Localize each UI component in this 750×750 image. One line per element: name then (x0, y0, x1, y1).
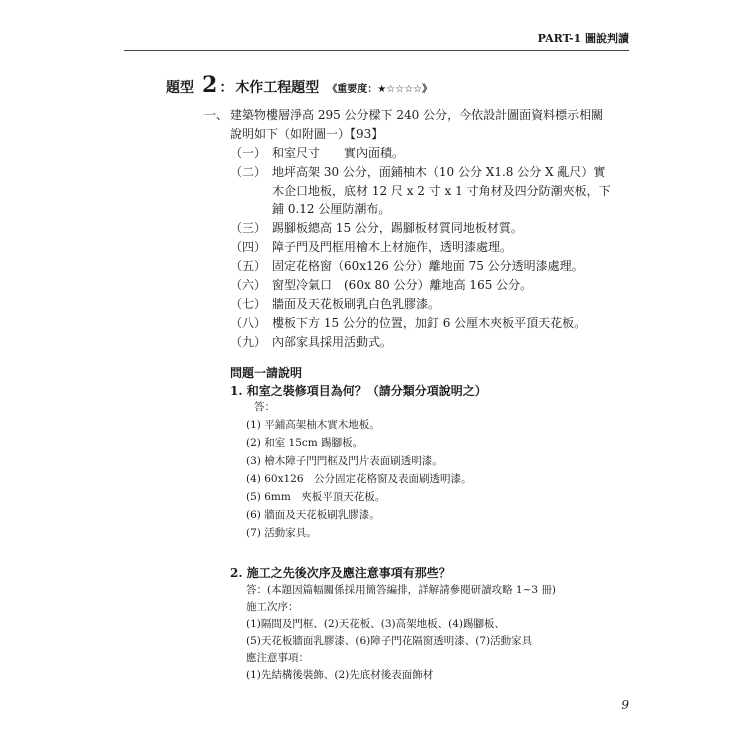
item-4-marker: （四） (230, 240, 267, 254)
title-number: 2 (202, 72, 218, 98)
item-9-text: 內部家具採用活動式。 (272, 335, 393, 349)
answer-1-item: (2) 和室 15cm 踢腳板。 (246, 437, 364, 449)
answer-2-line: 答：(本題因篇幅關係採用簡答編排，詳解請參閱研讀攻略 1~3 冊) (246, 584, 557, 596)
item-8-marker: （八） (230, 316, 267, 330)
running-header: PART-1 圖說判讀 (537, 32, 629, 45)
answer-2-line: (1)隔間及門框、(2)天花板、(3)高架地板、(4)踢腳板、 (246, 618, 505, 630)
item-3-text: 踢腳板總高 15 公分，踢腳板材質同地板材質。 (272, 221, 523, 235)
item-4-text: 障子門及門框用檜木上材施作，透明漆處理。 (272, 240, 513, 254)
section-title (166, 72, 432, 98)
header-rule (124, 50, 629, 51)
question-marker: 一、 (204, 108, 229, 122)
item-5-marker: （五） (230, 259, 267, 273)
item-3-marker: （三） (230, 221, 267, 235)
sub-question-2: 2. 施工之先後次序及應注意事項有那些？ (230, 566, 451, 580)
page-number: 9 (621, 698, 629, 712)
answer-1-item: (5) 6mm 夾板平頂天花板。 (246, 491, 386, 503)
item-6-text: 窗型冷氣口 (60x 80 公分）離地高 165 公分。 (272, 278, 533, 292)
title-colon: ： (219, 80, 234, 96)
title-name: 木作工程題型 (235, 80, 320, 96)
question-line-1: 建築物樓層淨高 295 公分樑下 240 公分，今依設計圖面資料標示相關 (230, 108, 604, 122)
importance-rating: 《重要度：★☆☆☆☆》 (327, 84, 433, 95)
item-9-marker: （九） (230, 335, 267, 349)
answer-1-item: (4) 60x126 公分固定花格窗及表面刷透明漆。 (246, 473, 472, 485)
answer-1-label: 答： (254, 401, 275, 413)
item-2-marker: （二） (230, 165, 267, 179)
item-5-text: 固定花格窗（60x126 公分）離地面 75 公分透明漆處理。 (272, 259, 584, 273)
answer-2-line: 應注意事項： (246, 652, 309, 664)
item-1-marker: （一） (230, 146, 267, 160)
answer-1-item: (1) 平鋪高架柚木實木地板。 (246, 419, 380, 431)
sub-question-1: 1. 和室之裝修項目為何？（請分類分項說明之） (230, 384, 487, 398)
answer-1-item: (7) 活動家具。 (246, 527, 317, 539)
book-page (124, 0, 629, 750)
item-2-text-1: 地坪高架 30 公分，面鋪柚木（10 公分 X1.8 公分 X 亂尺）實 (272, 165, 606, 179)
item-1-text: 和室尺寸 實內面積。 (272, 146, 405, 160)
answer-2-line: 施工次序： (246, 601, 299, 613)
answer-2-line: (5)天花板牆面乳膠漆、(6)障子門花隔窗透明漆、(7)活動家具 (246, 635, 533, 647)
answer-1-item: (6) 牆面及天花板刷乳膠漆。 (246, 509, 380, 521)
item-7-marker: （七） (230, 297, 267, 311)
item-2-text-2: 木企口地板，底材 12 尺 x 2 寸 x 1 寸角材及四分防潮夾板，下 (272, 184, 611, 198)
item-8-text: 樓板下方 15 公分的位置，加釘 6 公厘木夾板平頂天花板。 (272, 316, 587, 330)
item-2-text-3: 鋪 0.12 公厘防潮布。 (272, 202, 391, 216)
item-7-text: 牆面及天花板刷乳白色乳膠漆。 (272, 297, 441, 311)
item-6-marker: （六） (230, 278, 267, 292)
title-prefix: 題型 (166, 80, 194, 96)
answer-2-line: (1)先結構後裝飾、(2)先底材後表面飾材 (246, 669, 434, 681)
section-heading: 問題一請說明 (230, 366, 303, 380)
question-line-2: 說明如下（如附圖一）【93】 (230, 127, 384, 141)
answer-1-item: (3) 檜木障子門門框及門片表面刷透明漆。 (246, 455, 443, 467)
